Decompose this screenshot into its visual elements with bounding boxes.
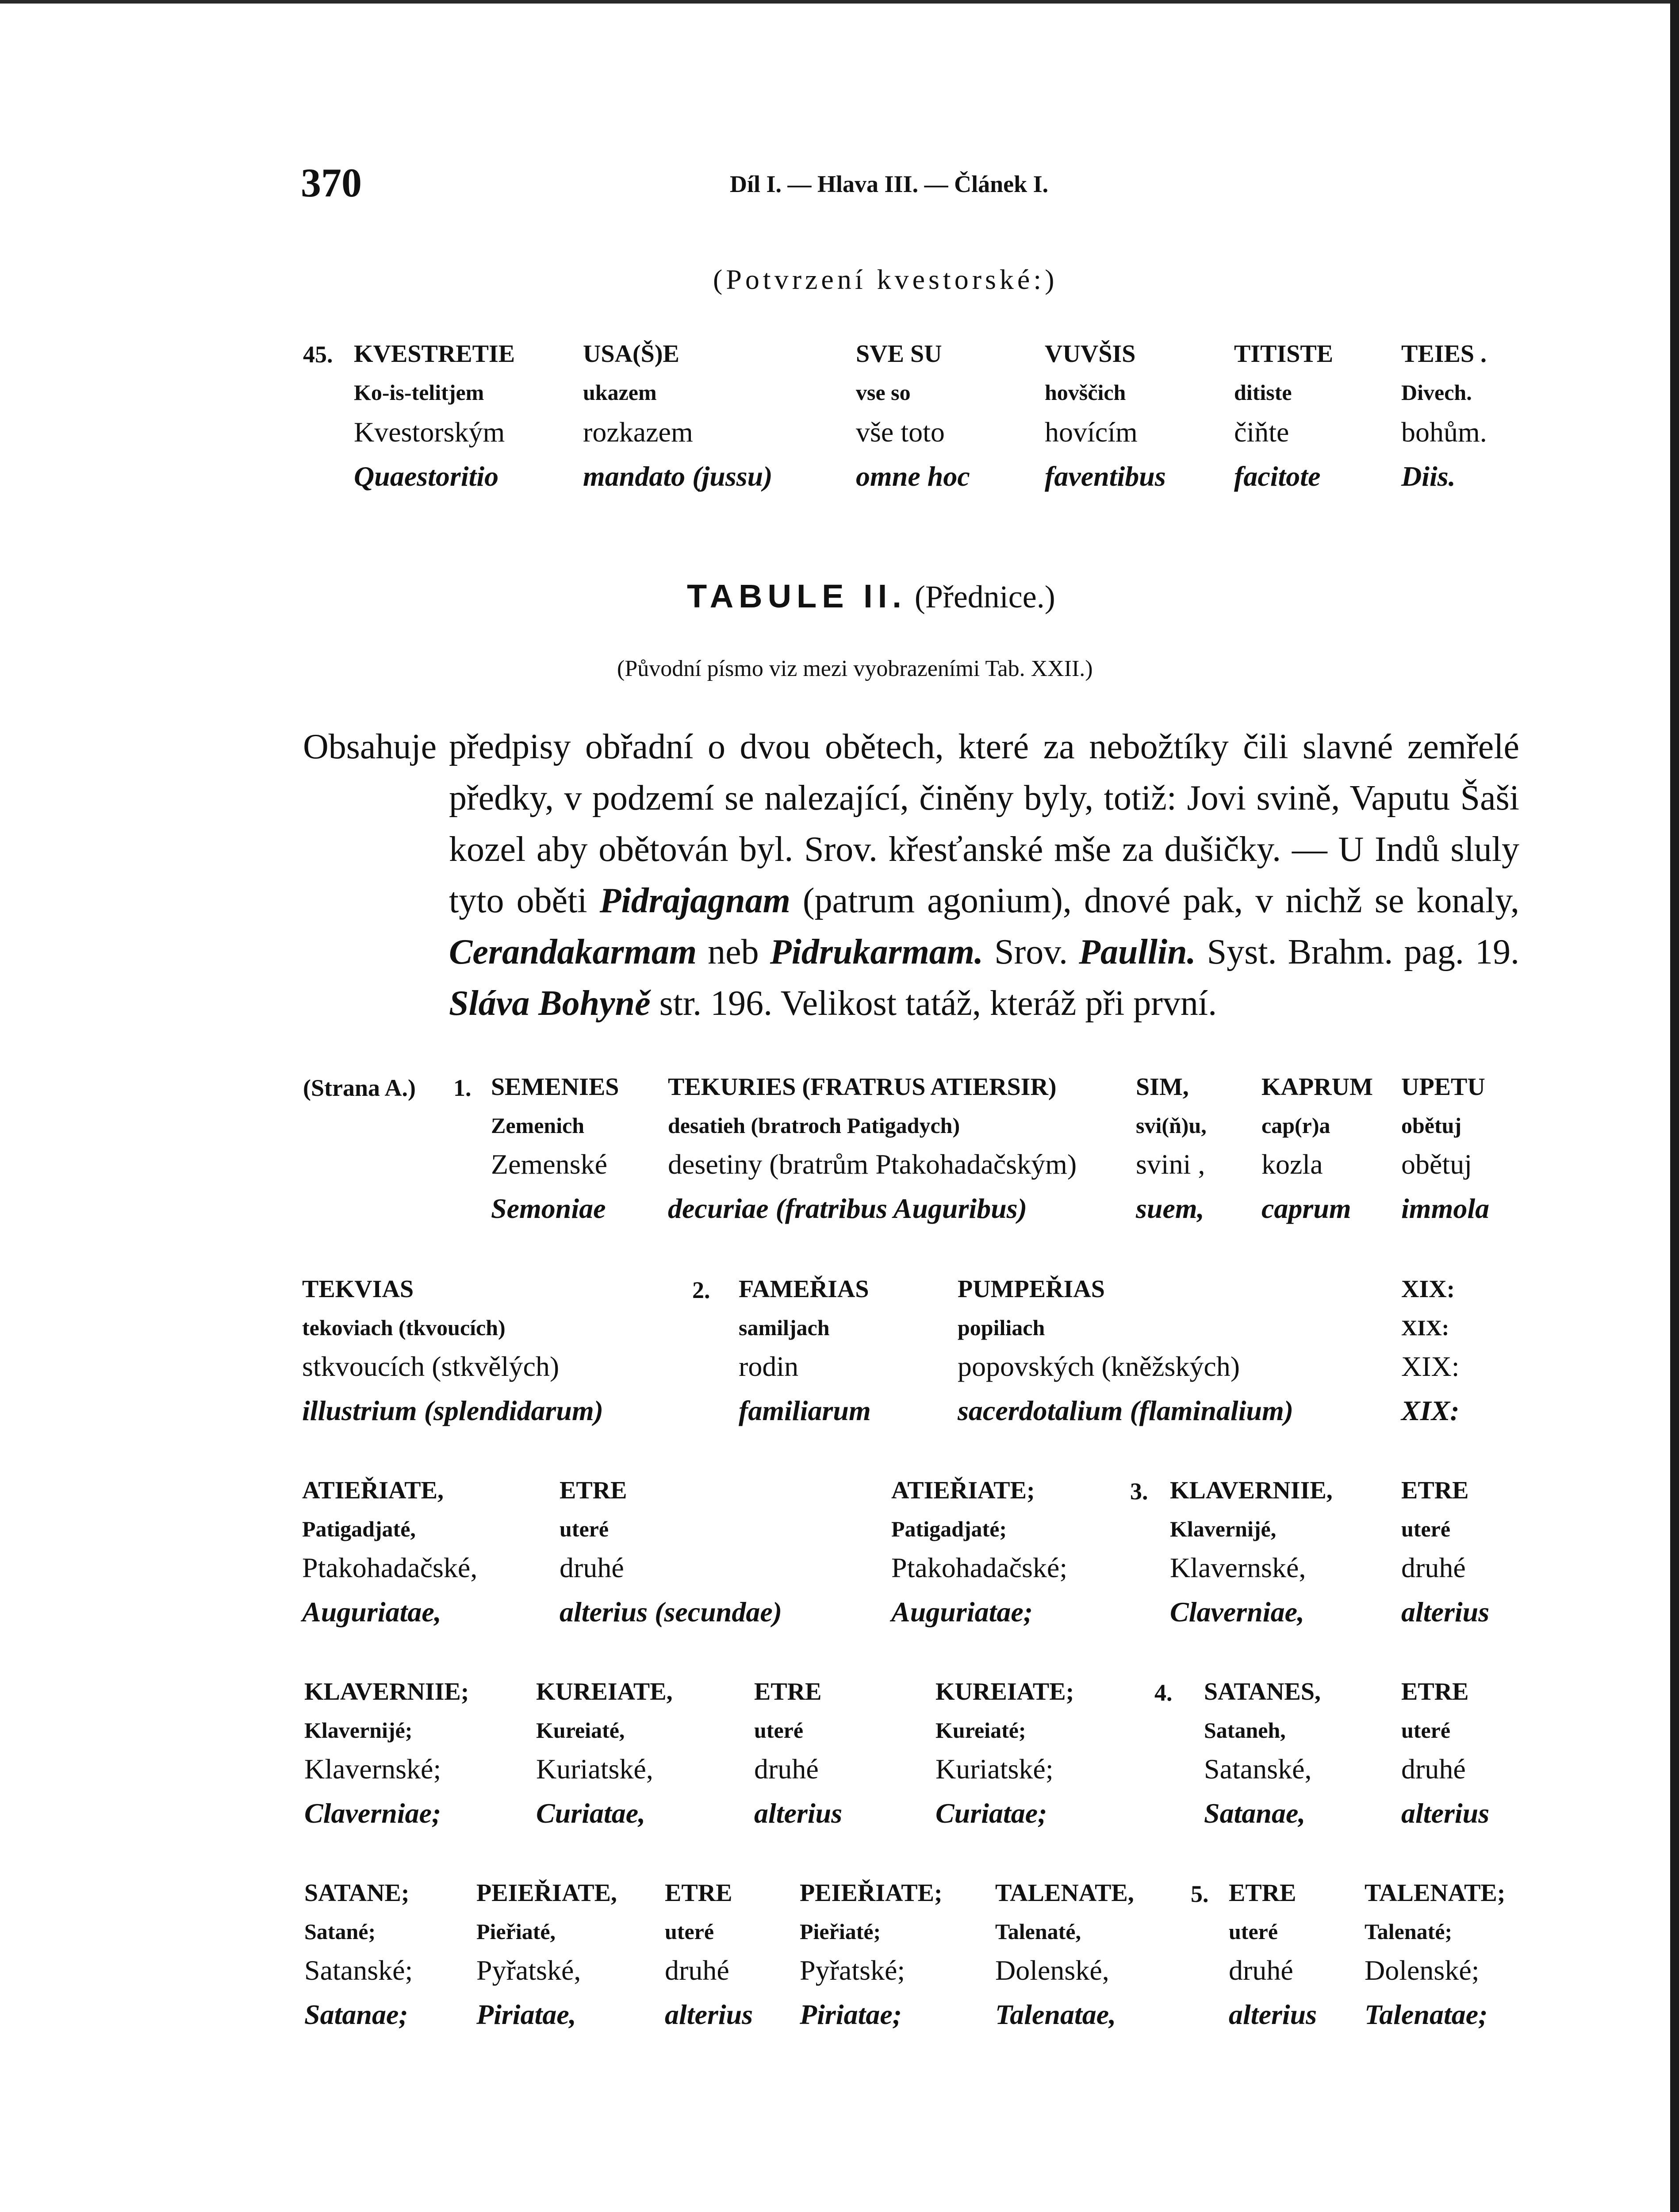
gloss-word: XIX: bbox=[1401, 1395, 1460, 1426]
gloss-word: Satanae; bbox=[304, 1999, 408, 2030]
gloss-word: Curiatae; bbox=[935, 1797, 1047, 1829]
gloss-word: decuriae (fratribus Auguribus) bbox=[668, 1193, 1027, 1224]
gloss-word: ETRE bbox=[1401, 1678, 1469, 1705]
gloss-word: alterius bbox=[665, 1999, 753, 2030]
gloss-word: Pieřiaté; bbox=[800, 1919, 881, 1944]
gloss-word: suem, bbox=[1136, 1193, 1204, 1224]
gloss-word: alterius bbox=[754, 1797, 843, 1829]
gloss-word: hovícím bbox=[1045, 416, 1138, 448]
confirmation-caption: (Potvrzení kvestorské:) bbox=[713, 264, 1058, 295]
gloss-word: bohům. bbox=[1401, 416, 1487, 448]
para-text: neb bbox=[697, 933, 770, 972]
gloss-word: Curiatae, bbox=[536, 1797, 646, 1829]
gloss-word: SATANES, bbox=[1204, 1678, 1321, 1705]
gloss-word: facitote bbox=[1234, 461, 1321, 492]
gloss-word: uteré bbox=[1401, 1718, 1451, 1743]
gloss-word: Klavernijé, bbox=[1170, 1517, 1276, 1541]
gloss-word: KVESTRETIE bbox=[354, 340, 515, 368]
tabule-subtitle: (Přednice.) bbox=[914, 579, 1055, 614]
line-number: 1. bbox=[453, 1075, 472, 1101]
gloss-word: Patigadjaté; bbox=[891, 1517, 1007, 1541]
gloss-word: XIX: bbox=[1401, 1275, 1455, 1303]
para-emph: Paullin. bbox=[1079, 933, 1196, 972]
gloss-word: familiarum bbox=[739, 1395, 871, 1426]
gloss-word: čiňte bbox=[1234, 416, 1289, 448]
gloss-word: Claverniae, bbox=[1170, 1596, 1304, 1628]
gloss-word: Zemenich bbox=[491, 1113, 585, 1138]
gloss-word: alterius bbox=[1401, 1797, 1490, 1829]
page-number: 370 bbox=[301, 160, 362, 205]
gloss-word: Kvestorským bbox=[354, 416, 505, 448]
gloss-word: Dolenské; bbox=[1365, 1955, 1480, 1986]
gloss-word: druhé bbox=[560, 1552, 624, 1583]
gloss-word: Talenaté; bbox=[1365, 1919, 1453, 1944]
gloss-word: vše toto bbox=[856, 416, 945, 448]
gloss-word: stkvoucích (stkvělých) bbox=[302, 1351, 560, 1382]
scan-edge-top bbox=[0, 0, 1679, 4]
gloss-word: Dolenské, bbox=[995, 1955, 1109, 1986]
gloss-word: Sataneh, bbox=[1204, 1718, 1286, 1743]
gloss-word: Ptakohadačské; bbox=[891, 1552, 1068, 1583]
para-emph: Sláva Bohyně bbox=[449, 984, 651, 1023]
gloss-word: KAPRUM bbox=[1261, 1073, 1373, 1101]
gloss-word: KLAVERNIIE; bbox=[304, 1678, 469, 1705]
gloss-word: Semoniae bbox=[491, 1193, 606, 1224]
gloss-word: Satanae, bbox=[1204, 1797, 1306, 1829]
line-number: 5. bbox=[1191, 1881, 1209, 1907]
para-emph: Cerandakarmam bbox=[449, 933, 697, 972]
gloss-word: ATIEŘIATE, bbox=[302, 1477, 444, 1504]
line-number: 45. bbox=[303, 341, 333, 368]
gloss-word: Pieřiaté, bbox=[476, 1919, 556, 1944]
gloss-word: alterius bbox=[1229, 1999, 1317, 2030]
gloss-word: uteré bbox=[560, 1517, 609, 1541]
gloss-word: Satanské; bbox=[304, 1955, 413, 1986]
running-head: Díl I. — Hlava III. — Článek I. bbox=[730, 171, 1049, 197]
para-text: Srov. bbox=[983, 933, 1079, 972]
gloss-word: Kuriatské, bbox=[536, 1753, 653, 1785]
gloss-word: TEKVIAS bbox=[302, 1275, 414, 1303]
gloss-word: ETRE bbox=[754, 1678, 822, 1705]
gloss-word: hovščich bbox=[1045, 380, 1126, 405]
gloss-word: Quaestoritio bbox=[354, 461, 499, 492]
gloss-word: SVE SU bbox=[856, 340, 942, 368]
gloss-word: KUREIATE; bbox=[935, 1678, 1074, 1705]
para-text: Syst. Brahm. pag. 19. bbox=[1196, 933, 1519, 972]
gloss-word: svi(ň)u, bbox=[1136, 1113, 1207, 1138]
line-number: 4. bbox=[1154, 1679, 1173, 1706]
gloss-word: Pyřatské; bbox=[800, 1955, 905, 1986]
gloss-word: mandato (jussu) bbox=[583, 461, 773, 492]
gloss-word: PEIEŘIATE, bbox=[476, 1879, 617, 1907]
gloss-word: Kureiaté, bbox=[536, 1718, 625, 1743]
paragraph-lead: Obsahuje bbox=[303, 727, 437, 766]
line-number: 3. bbox=[1130, 1478, 1148, 1505]
gloss-word: tekoviach (tkvoucích) bbox=[302, 1315, 506, 1340]
gloss-word: Kuriatské; bbox=[935, 1753, 1054, 1785]
gloss-word: faventibus bbox=[1045, 461, 1166, 492]
gloss-word: Diis. bbox=[1401, 461, 1456, 492]
gloss-word: Ko-is-telitjem bbox=[354, 380, 484, 405]
gloss-word: Klavernské; bbox=[304, 1753, 441, 1785]
para-emph: Pidrukarmam. bbox=[770, 933, 984, 972]
gloss-word: FAMEŘIAS bbox=[739, 1275, 869, 1303]
gloss-word: TALENATE, bbox=[995, 1879, 1134, 1907]
gloss-word: illustrium (splendidarum) bbox=[302, 1395, 604, 1426]
gloss-word: Pyřatské, bbox=[476, 1955, 581, 1986]
gloss-word: Piriatae; bbox=[800, 1999, 902, 2030]
gloss-word: popovských (kněžských) bbox=[958, 1351, 1240, 1382]
gloss-word: sacerdotalium (flaminalium) bbox=[958, 1395, 1294, 1426]
para-text: (patrum agonium), dnové pak, v nichž se konaly, bbox=[790, 881, 1519, 920]
tabule-title: TABULE II. bbox=[687, 578, 907, 614]
gloss-word: omne hoc bbox=[856, 461, 970, 492]
gloss-word: ETRE bbox=[1401, 1477, 1469, 1504]
gloss-word: druhé bbox=[1401, 1753, 1466, 1785]
gloss-word: KLAVERNIIE, bbox=[1170, 1477, 1333, 1504]
para-text: předpisy obřadní o dvou obětech, které za nebožtíky čili slavné zemřelé předky, v podzemí se nalezající, činěny byly, totiž: Jovi svině, Vaputu Šaši kozel aby obětován byl. Srov. křesťanské mše za dušičky. — U Indů sluly tyto oběti bbox=[449, 727, 1519, 920]
scan-edge-right bbox=[1670, 0, 1679, 2212]
gloss-word: druhé bbox=[1229, 1955, 1293, 1986]
gloss-word: Satanské, bbox=[1204, 1753, 1312, 1785]
gloss-word: PUMPEŘIAS bbox=[958, 1275, 1105, 1303]
gloss-word: uteré bbox=[754, 1718, 804, 1743]
gloss-word: Talenaté, bbox=[995, 1919, 1081, 1944]
gloss-word: TEKURIES (FRATRUS ATIERSIR) bbox=[668, 1073, 1057, 1101]
gloss-word: TITISTE bbox=[1234, 340, 1334, 368]
gloss-word: VUVŠIS bbox=[1045, 340, 1136, 368]
gloss-word: Piriatae, bbox=[476, 1999, 576, 2030]
gloss-word: Auguriatae, bbox=[302, 1596, 441, 1628]
gloss-word: obětuj bbox=[1401, 1148, 1472, 1180]
gloss-word: Talenatae; bbox=[1365, 1999, 1488, 2030]
gloss-word: immola bbox=[1401, 1193, 1490, 1224]
gloss-word: alterius (secundae) bbox=[560, 1596, 782, 1628]
gloss-word: druhé bbox=[665, 1955, 729, 1986]
gloss-word: Patigadjaté, bbox=[302, 1517, 416, 1541]
gloss-word: vse so bbox=[856, 380, 911, 405]
gloss-word: obětuj bbox=[1401, 1113, 1462, 1138]
gloss-word: Satané; bbox=[304, 1919, 376, 1944]
gloss-word: TALENATE; bbox=[1365, 1879, 1506, 1907]
gloss-word: desatieh (bratroch Patigadych) bbox=[668, 1113, 960, 1138]
gloss-word: KUREIATE, bbox=[536, 1678, 673, 1705]
gloss-word: Auguriatae; bbox=[891, 1596, 1033, 1628]
gloss-word: SATANE; bbox=[304, 1879, 410, 1907]
gloss-word: rodin bbox=[739, 1351, 799, 1382]
gloss-word: ATIEŘIATE; bbox=[891, 1477, 1035, 1504]
gloss-word: rozkazem bbox=[583, 416, 693, 448]
line-number: 2. bbox=[692, 1277, 710, 1303]
gloss-word: USA(Š)E bbox=[583, 340, 679, 368]
gloss-word: Talenatae, bbox=[995, 1999, 1116, 2030]
gloss-word: Klavernijé; bbox=[304, 1718, 413, 1743]
gloss-word: alterius bbox=[1401, 1596, 1490, 1628]
description-paragraph bbox=[449, 721, 1519, 1029]
gloss-word: SEMENIES bbox=[491, 1073, 619, 1101]
gloss-word: ukazem bbox=[583, 380, 657, 405]
gloss-word: XIX: bbox=[1401, 1315, 1449, 1340]
gloss-word: kozla bbox=[1261, 1148, 1323, 1180]
gloss-word: svini , bbox=[1136, 1148, 1205, 1180]
gloss-word: Ptakohadačské, bbox=[302, 1552, 478, 1583]
section-title bbox=[687, 577, 1055, 615]
gloss-word: Klavernské, bbox=[1170, 1552, 1306, 1583]
gloss-word: ETRE bbox=[1229, 1879, 1296, 1907]
gloss-word: Zemenské bbox=[491, 1148, 607, 1180]
gloss-word: ETRE bbox=[665, 1879, 732, 1907]
gloss-word: caprum bbox=[1261, 1193, 1351, 1224]
para-text: str. 196. Velikost tatáž, kteráž při první. bbox=[650, 984, 1217, 1023]
gloss-word: desetiny (bratrům Ptakohadačským) bbox=[668, 1148, 1077, 1180]
gloss-word: druhé bbox=[754, 1753, 819, 1785]
gloss-word: Kureiaté; bbox=[935, 1718, 1026, 1743]
gloss-word: Claverniae; bbox=[304, 1797, 441, 1829]
gloss-word: uteré bbox=[1229, 1919, 1278, 1944]
gloss-word: uteré bbox=[665, 1919, 714, 1944]
gloss-word: XIX: bbox=[1401, 1351, 1460, 1382]
side-label: (Strana A.) bbox=[303, 1075, 416, 1101]
gloss-word: ditiste bbox=[1234, 380, 1292, 405]
gloss-word: UPETU bbox=[1401, 1073, 1485, 1101]
gloss-word: samiljach bbox=[739, 1315, 830, 1340]
gloss-word: cap(r)a bbox=[1261, 1113, 1330, 1138]
para-emph: Pidrajagnam bbox=[599, 881, 790, 920]
gloss-word: uteré bbox=[1401, 1517, 1451, 1541]
gloss-word: druhé bbox=[1401, 1552, 1466, 1583]
gloss-word: ETRE bbox=[560, 1477, 627, 1504]
gloss-word: SIM, bbox=[1136, 1073, 1189, 1101]
gloss-word: Divech. bbox=[1401, 380, 1472, 405]
gloss-word: PEIEŘIATE; bbox=[800, 1879, 943, 1907]
gloss-word: popiliach bbox=[958, 1315, 1045, 1340]
original-script-note: (Původní písmo viz mezi vyobrazeními Tab. XXII.) bbox=[617, 656, 1093, 681]
gloss-word: TEIES . bbox=[1401, 340, 1487, 368]
